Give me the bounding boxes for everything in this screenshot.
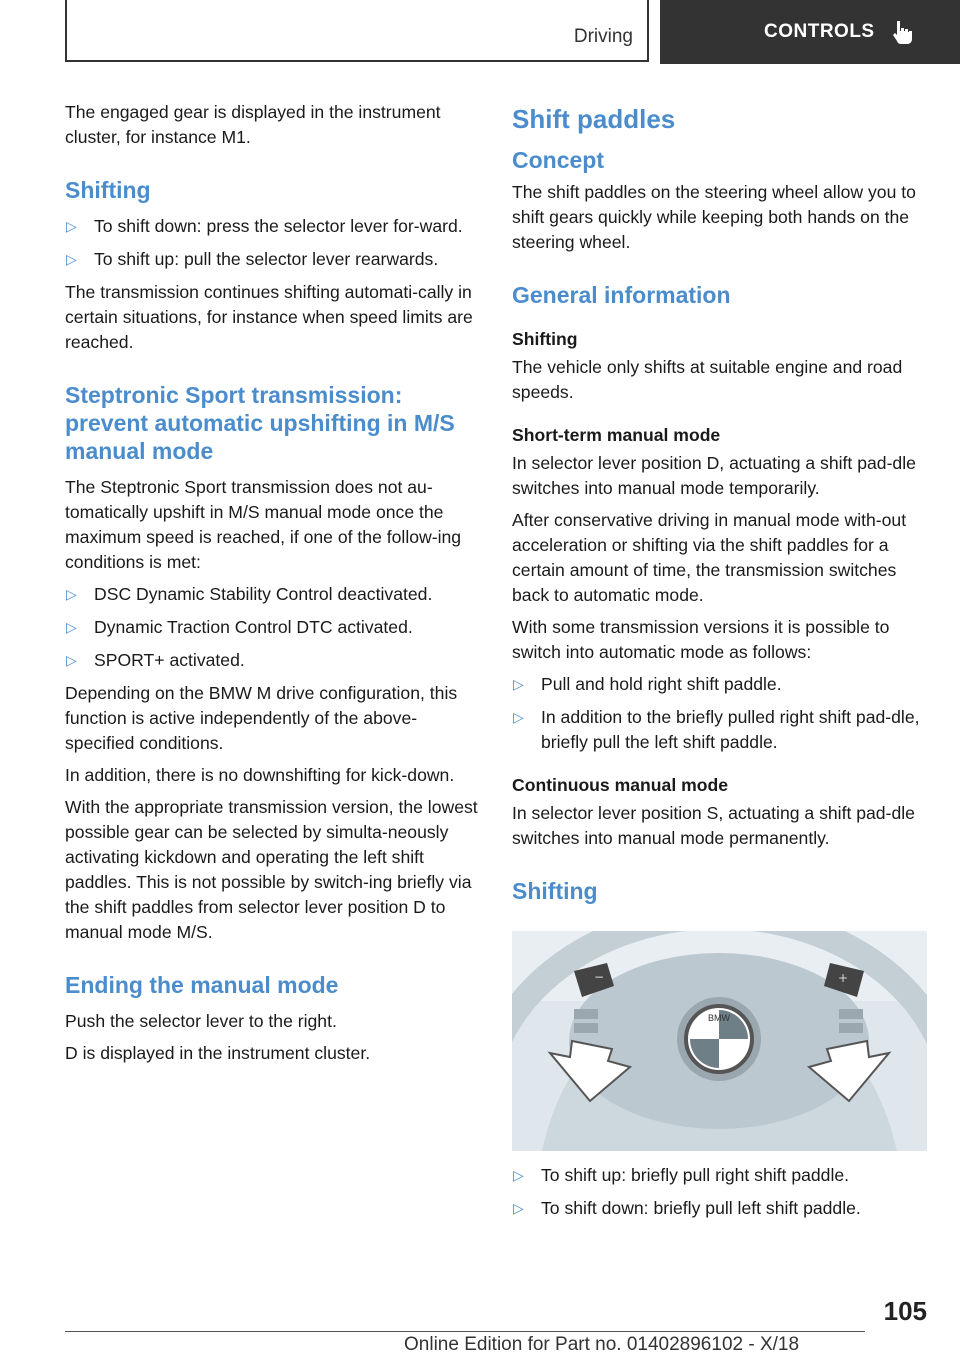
triangle-bullet-icon: ▷ — [513, 676, 524, 692]
conditions-list — [65, 582, 481, 673]
right-column — [512, 100, 927, 1229]
subheading: Continuous manual mode — [512, 775, 729, 795]
list-item: ▷ To shift up: pull the selector lever rearwards. — [65, 247, 481, 272]
paddle-plus: + — [838, 971, 849, 985]
page-header — [65, 0, 960, 64]
page-number: 105 — [883, 1296, 927, 1326]
section-tab — [65, 0, 649, 62]
concept-heading: Concept — [512, 147, 604, 173]
list-item: ▷ Dynamic Traction Control DTC activated. — [65, 615, 481, 640]
paragraph: Depending on the BMW M drive configuration, this function is active independently of the above-specified conditions. — [65, 683, 458, 753]
triangle-bullet-icon: ▷ — [66, 619, 77, 635]
paragraph: In selector lever position S, actuating a shift pad‐dle switches into manual mode permanently. — [512, 803, 915, 848]
subheading: Shifting — [512, 329, 578, 349]
paragraph: With some transmission versions it is possible to switch into automatic mode as follows: — [512, 617, 890, 662]
logo-text: BMW — [708, 1013, 730, 1023]
triangle-bullet-icon: ▷ — [513, 709, 524, 725]
intro-text: The engaged gear is displayed in the instrument cluster, for instance M1. — [65, 102, 441, 147]
paragraph: The vehicle only shifts at suitable engine and road speeds. — [512, 357, 903, 402]
steptronic-heading: Steptronic Sport transmission: prevent automatic upshifting in M/S manual mode — [65, 382, 455, 464]
shifting-list — [65, 214, 481, 272]
shifting-figure-heading: Shifting — [512, 878, 598, 904]
page-title: Shift paddles — [512, 104, 676, 134]
concept-text: The shift paddles on the steering wheel allow you to shift gears quickly while keeping both hands on the steering wheel. — [512, 182, 916, 252]
triangle-bullet-icon: ▷ — [66, 251, 77, 267]
triangle-bullet-icon: ▷ — [66, 218, 77, 234]
shifting-note: The transmission continues shifting automati‐cally in certain situations, for instance when speed limits are reached. — [65, 282, 473, 352]
chapter-label: CONTROLS — [764, 21, 875, 42]
footer-divider — [65, 1331, 865, 1332]
list-item: ▷ Pull and hold right shift paddle. — [512, 672, 927, 697]
edition-text: Online Edition for Part no. 01402896102 - X/18 — [404, 1334, 800, 1355]
list-item: ▷ In addition to the briefly pulled right shift pad‐dle, briefly pull the left shift paddle. — [513, 707, 920, 752]
list-item: ▷ To shift up: briefly pull right shift paddle. — [512, 1163, 927, 1188]
steering-wheel-figure — [512, 931, 927, 1151]
paragraph: Push the selector lever to the right. — [65, 1011, 337, 1031]
steering-wheel-illustration — [512, 931, 927, 1151]
list-item: ▷ DSC Dynamic Stability Control deactivated. — [65, 582, 481, 607]
section-label: Driving — [573, 26, 633, 47]
list-item: ▷ To shift down: press the selector lever for‐ward. — [65, 214, 481, 239]
paragraph: In addition, there is no downshifting for kick‐down. — [65, 765, 455, 785]
list-item: ▷ SPORT+ activated. — [65, 648, 481, 673]
paragraph: D is displayed in the instrument cluster. — [65, 1043, 371, 1063]
paragraph: After conservative driving in manual mode with‐out acceleration or shifting via the shift paddles for a certain amount of time, the transmission switches back to automatic mode. — [512, 510, 907, 605]
triangle-bullet-icon: ▷ — [66, 586, 77, 602]
figure-list — [512, 1163, 927, 1221]
triangle-bullet-icon: ▷ — [66, 652, 77, 668]
paragraph: With the appropriate transmission version, the lowest possible gear can be selected by simulta‐neously activating kickdown and operating the left shift paddles. This is not possible by switch‐ing briefly via the shift paddles from selector lever position D to manual mode M/S. — [65, 797, 478, 942]
ending-heading: Ending the manual mode — [65, 972, 339, 998]
triangle-bullet-icon: ▷ — [513, 1200, 524, 1216]
paragraph: In selector lever position D, actuating a shift pad‐dle switches into manual mode temporarily. — [512, 453, 916, 498]
chapter-tab — [660, 0, 960, 64]
list-item: ▷ To shift down: briefly pull left shift paddle. — [512, 1196, 927, 1221]
auto-list — [512, 672, 927, 755]
triangle-bullet-icon: ▷ — [513, 1167, 524, 1183]
shifting-heading: Shifting — [65, 177, 151, 203]
subheading: Short-term manual mode — [512, 425, 721, 445]
hand-pointer-icon — [891, 19, 913, 45]
paddle-minus: − — [594, 970, 605, 984]
left-column — [65, 100, 481, 1073]
steptronic-text: The Steptronic Sport transmission does not au‐tomatically upshift in M/S manual mode once the maximum speed is reached, if one of the follow‐ing conditions is met: — [65, 477, 462, 572]
general-heading: General information — [512, 282, 731, 308]
